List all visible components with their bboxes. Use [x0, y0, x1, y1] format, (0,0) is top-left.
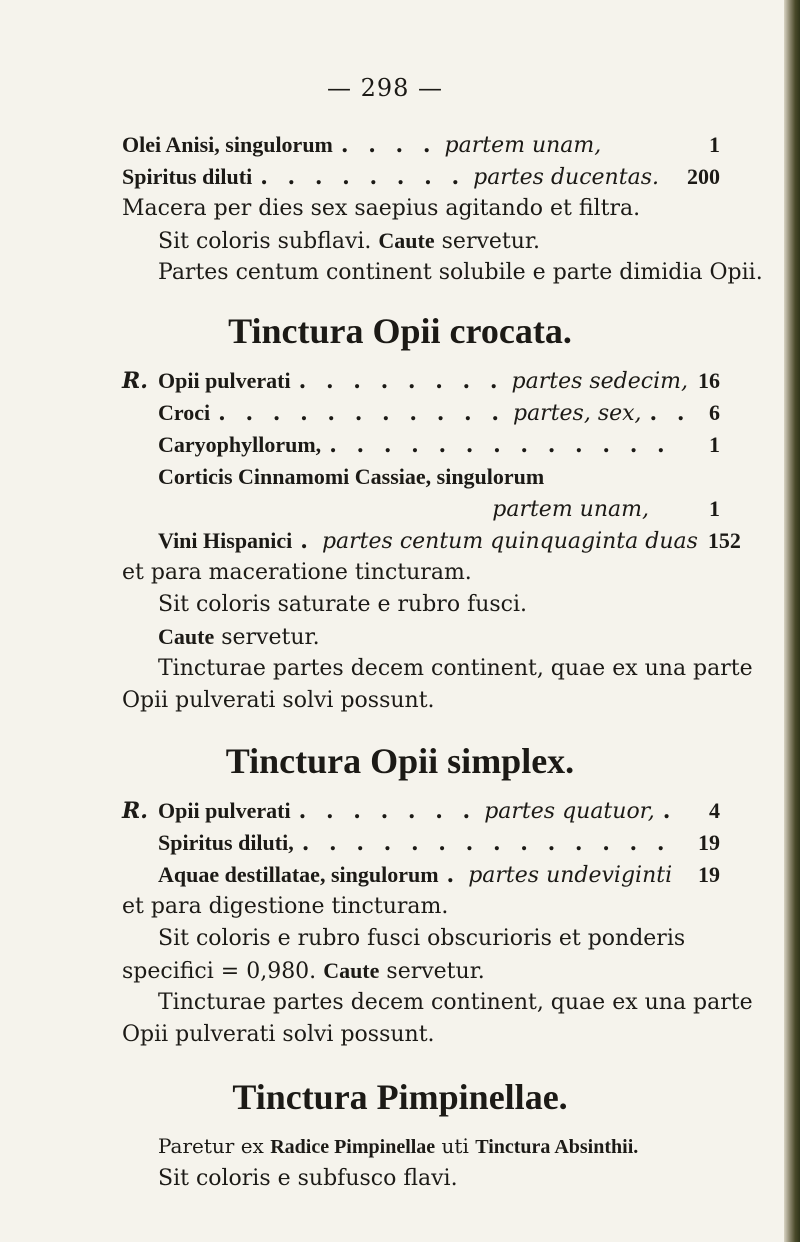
page-edge-shadow	[784, 0, 800, 1242]
text-line: Opii pulverati solvi possunt.	[122, 1022, 435, 1047]
ingredient-line: Corticis Cinnamomi Cassiae, singulorum	[158, 464, 545, 489]
ingredient-line: Aquae destillatae, singulorum . partes undeviginti 19	[158, 862, 720, 888]
text-line: et para maceratione tincturam.	[122, 560, 472, 585]
text-line: Tincturae partes decem continent, quae ex una parte	[158, 990, 753, 1015]
ingredient-line: Spiritus diluti, . . . . . . . . . . . . . . 19	[158, 830, 720, 856]
text-line: Caute servetur.	[158, 624, 320, 650]
ingredient-line: Olei Anisi, singulorum . . . . partem unam, 1	[122, 132, 720, 158]
ingredient-line: R. Opii pulverati . . . . . . . . partes sedecim, 16	[122, 368, 720, 394]
section-heading: Tinctura Opii simplex.	[225, 741, 575, 781]
page-number: — 298 —	[326, 74, 444, 102]
text-line: et para digestione tincturam.	[122, 894, 449, 919]
ingredient-line: R. Opii pulverati . . . . . . . partes quatuor, . 4	[122, 798, 720, 824]
ingredient-line: Croci . . . . . . . . . . . partes, sex, . . 6	[158, 400, 720, 426]
text-line: Sit coloris saturate e rubro fusci.	[158, 592, 528, 617]
ingredient-line: Caryophyllorum, . . . . . . . . . . . . . 1	[158, 432, 720, 458]
text-line: Sit coloris e rubro fusci obscurioris et ponderis	[158, 926, 686, 951]
text-line: Tincturae partes decem continent, quae ex una parte	[158, 656, 753, 681]
text-line: Sit coloris subflavi. Caute servetur.	[158, 228, 541, 254]
ingredient-line: Spiritus diluti . . . . . . . . partes ducentas. 200	[122, 164, 720, 190]
text-line: Paretur ex Radice Pimpinellae uti Tinctura Absinthii.	[158, 1134, 639, 1158]
ingredient-line: partem unam, 1	[492, 496, 720, 522]
text-line: Partes centum continent solubile e parte dimidia Opii.	[158, 260, 763, 285]
text-line: specifici = 0,980. Caute servetur.	[122, 958, 485, 984]
ingredient-line: Vini Hispanici . partes centum quinquaginta duas 152	[158, 528, 741, 554]
section-heading: Tinctura Opii crocata.	[228, 311, 572, 351]
text-line: Opii pulverati solvi possunt.	[122, 688, 435, 713]
text-line: Sit coloris e subfusco flavi.	[158, 1166, 458, 1191]
text-line: Macera per dies sex saepius agitando et filtra.	[122, 196, 641, 221]
section-heading: Tinctura Pimpinellae.	[232, 1077, 568, 1117]
